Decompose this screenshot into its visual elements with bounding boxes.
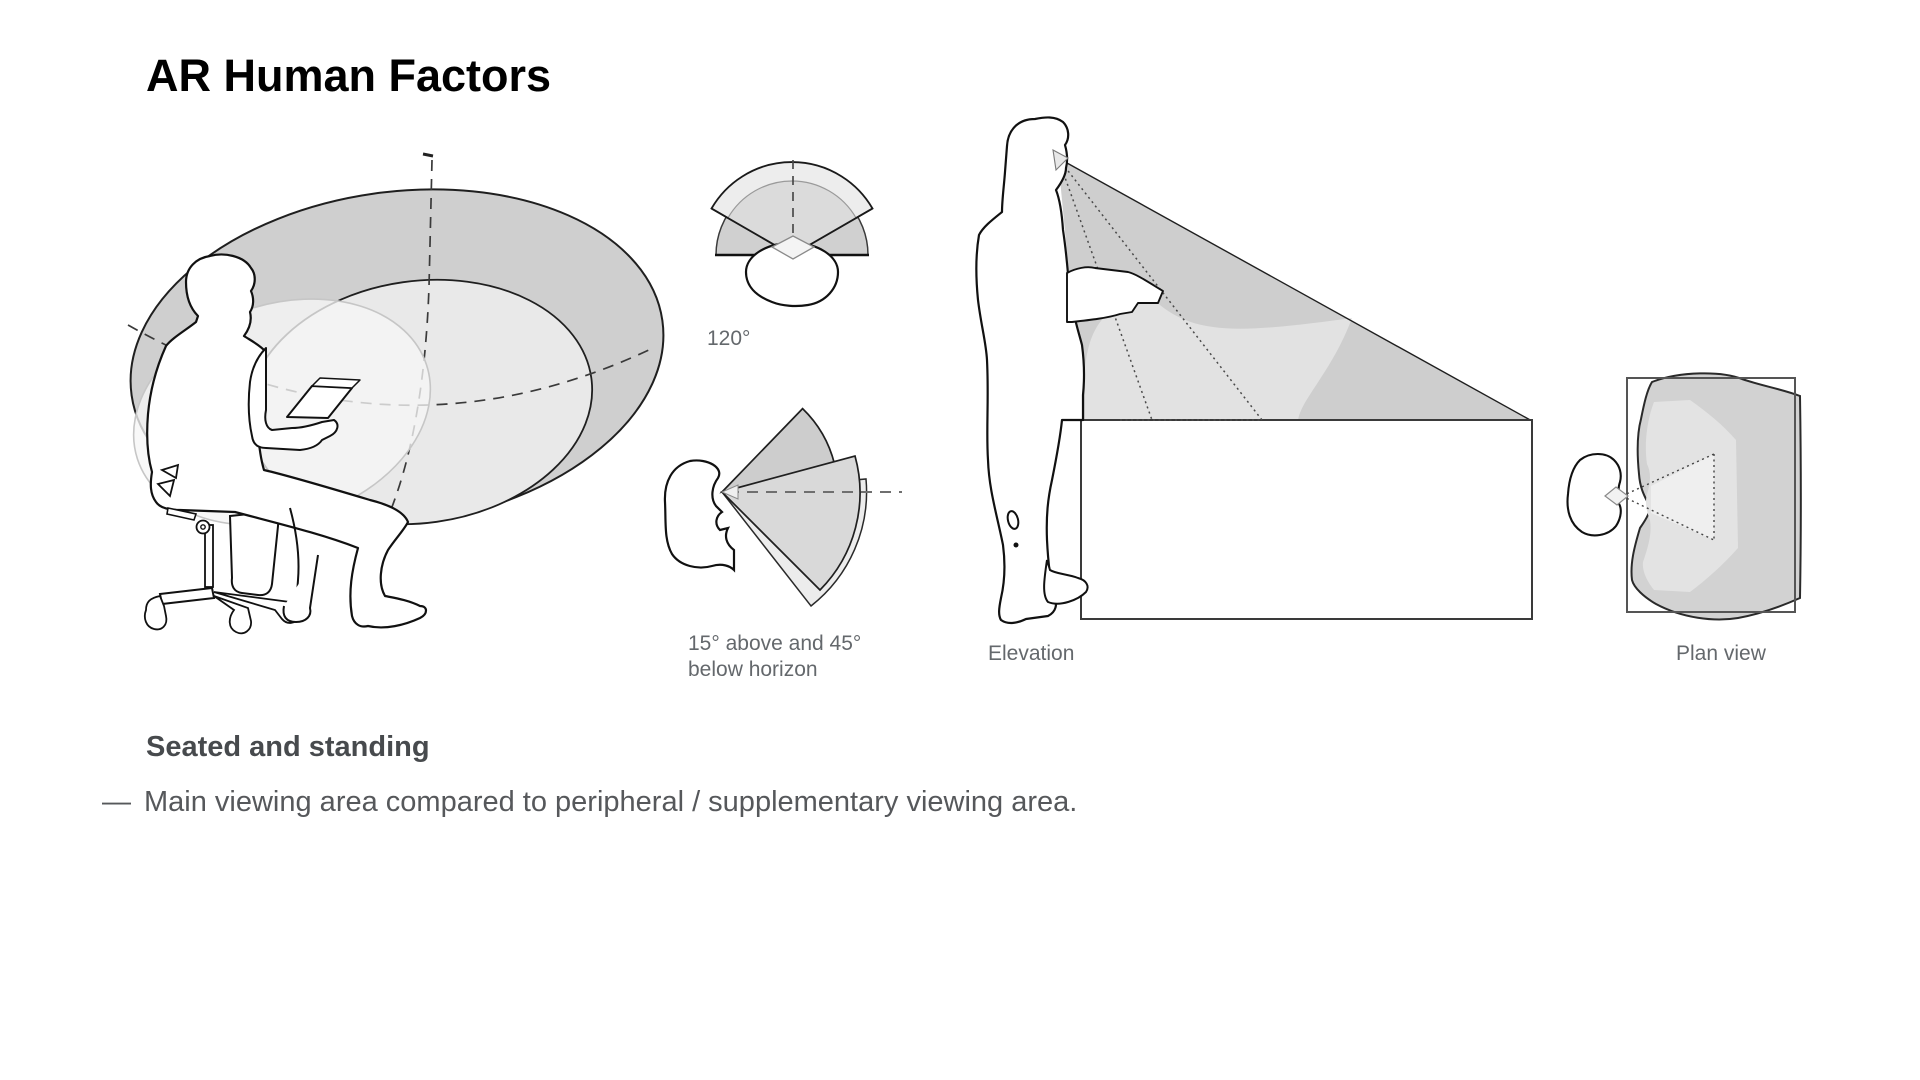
- bullet-text: Main viewing area compared to peripheral / supplementary viewing area.: [144, 786, 1078, 818]
- bullet-line: [102, 786, 1077, 819]
- fov-vertical-label: 15° above and 45° below horizon: [688, 632, 862, 681]
- plan-view-label: Plan view: [1676, 642, 1766, 665]
- fov-side-view-figure: [650, 390, 910, 615]
- desk: [1081, 420, 1532, 619]
- plan-view-figure: [1560, 360, 1860, 630]
- office-chair: [145, 512, 300, 633]
- head-side-view: [665, 460, 734, 570]
- knee-dot: [1014, 543, 1019, 548]
- fov-top-view-figure: [700, 140, 900, 355]
- section-heading: Seated and standing: [146, 731, 430, 763]
- seated-viewing-volume-figure: [110, 140, 680, 660]
- chair-backrest: [230, 512, 278, 595]
- top-tick-mark: [423, 154, 433, 156]
- far-foot: [284, 555, 319, 622]
- bullet-dash-marker: —: [102, 786, 131, 818]
- page-title: AR Human Factors: [146, 50, 552, 101]
- elevation-figure: [975, 110, 1560, 640]
- chair-gas-post: [205, 525, 213, 587]
- hand-on-armrest: [197, 521, 210, 534]
- tablet-top-edge: [312, 378, 360, 388]
- elevation-label: Elevation: [988, 642, 1075, 665]
- chair-base-bar: [160, 588, 214, 604]
- fov-horizontal-label: 120°: [707, 327, 751, 350]
